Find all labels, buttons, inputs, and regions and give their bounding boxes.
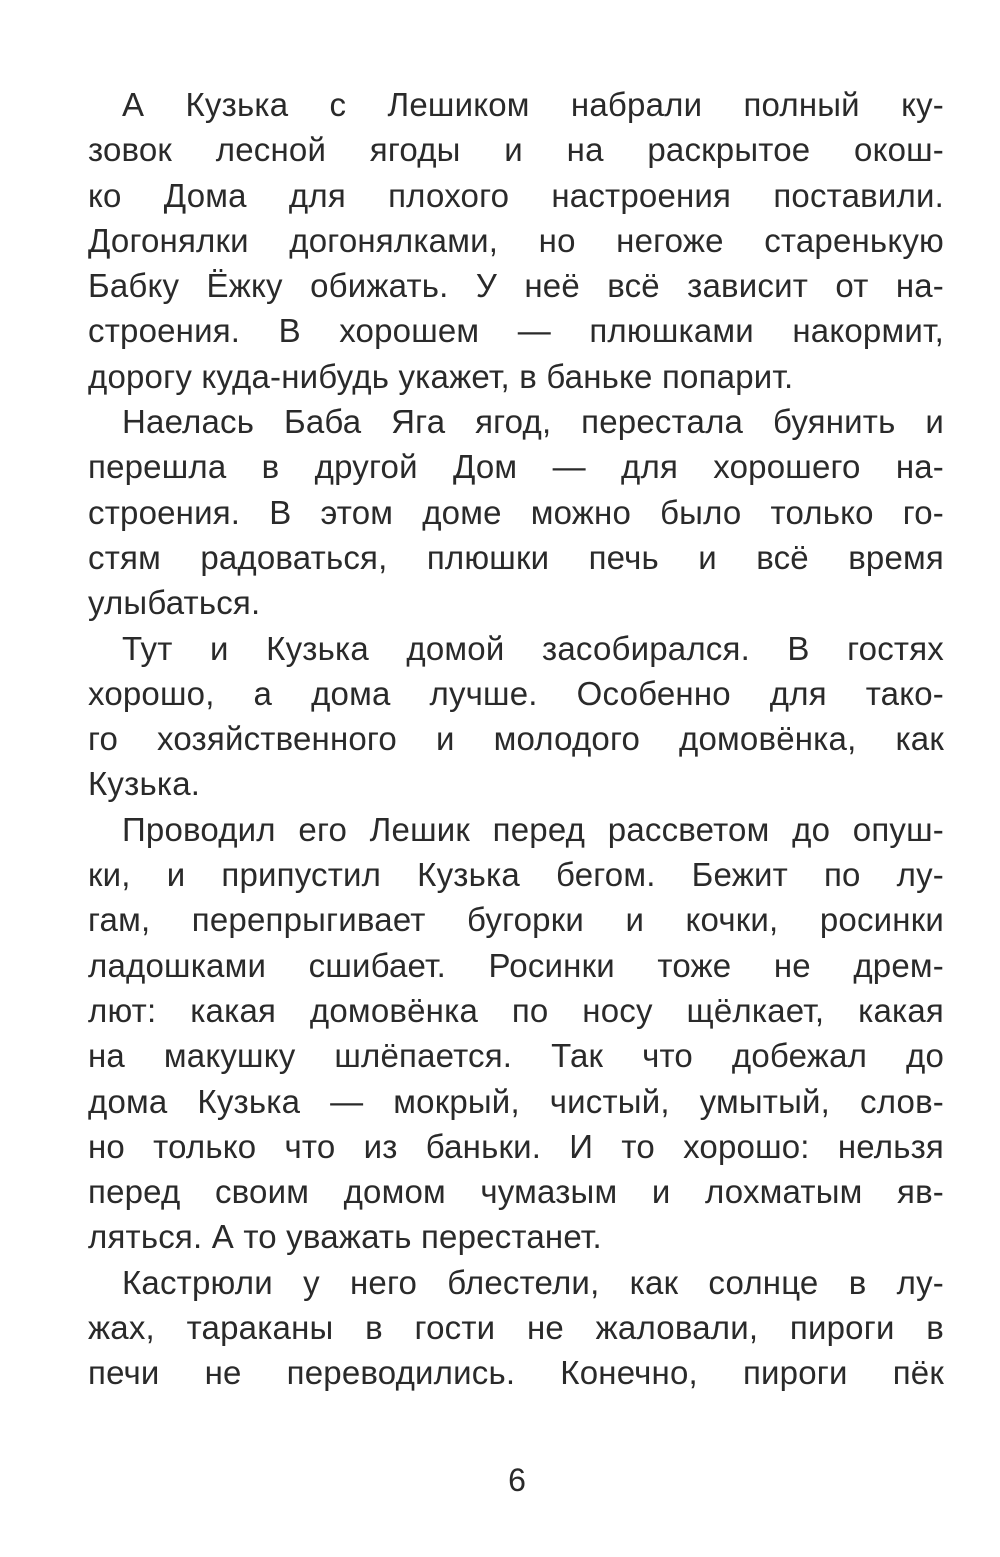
text-line: го хозяйственного и молодого домовёнка, как	[88, 720, 944, 758]
text-line: хорошо, а дома лучше. Особенно для тако-	[88, 674, 944, 712]
text-line: Кастрюли у него блестели, как солнце в лу-	[122, 1263, 944, 1301]
paragraph-4	[88, 807, 944, 1260]
text-line: ки, и припустил Кузька бегом. Бежит по лу-	[88, 856, 944, 894]
text-line: строения. В этом доме можно было только го-	[88, 493, 944, 531]
text-line: Догонялки догонялками, но негоже старенькую	[88, 221, 944, 259]
text-line: улыбаться.	[88, 584, 261, 622]
text-line: на макушку шлёпается. Так что добежал до	[88, 1037, 944, 1075]
text-line: печи не переводились. Конечно, пироги пёк	[88, 1354, 944, 1392]
text-line: Проводил его Лешик перед рассветом до опуш-	[122, 810, 944, 848]
text-line: лют: какая домовёнка по носу щёлкает, какая	[88, 991, 944, 1029]
text-line: перед своим домом чумазым и лохматым яв-	[88, 1173, 944, 1211]
text-line: зовок лесной ягоды и на раскрытое окош-	[88, 131, 944, 169]
text-line: дома Кузька — мокрый, чистый, умытый, слов-	[88, 1082, 944, 1120]
paragraph-1	[88, 82, 944, 399]
text-line: ляться. А то уважать перестанет.	[88, 1218, 602, 1256]
text-line: ко Дома для плохого настроения поставили.	[88, 176, 944, 214]
page-number: 6	[508, 1462, 526, 1498]
text-line: строения. В хорошем — плюшками накормит,	[88, 312, 944, 350]
text-line: Бабку Ёжку обижать. У неё всё зависит от на-	[88, 267, 944, 305]
text-line: перешла в другой Дом — для хорошего на-	[88, 448, 944, 486]
text-line: жах, тараканы в гости не жаловали, пироги в	[88, 1309, 944, 1347]
text-line: ладошками сшибает. Росинки тоже не дрем-	[88, 946, 944, 984]
text-line: Тут и Кузька домой засобирался. В гостях	[122, 629, 944, 667]
text-line: гам, перепрыгивает бугорки и кочки, росинки	[88, 901, 944, 939]
paragraph-3	[88, 626, 944, 807]
body-text	[88, 82, 944, 1396]
text-line: стям радоваться, плюшки печь и всё время	[88, 538, 944, 576]
paragraph-5	[88, 1260, 944, 1396]
text-line: дорогу куда-нибудь укажет, в баньке попарит.	[88, 357, 794, 395]
paragraph-2	[88, 399, 944, 625]
text-line: А Кузька с Лешиком набрали полный ку-	[122, 86, 944, 123]
text-line: Кузька.	[88, 765, 201, 803]
text-line: Наелась Баба Яга ягод, перестала буянить и	[122, 403, 944, 441]
text-line: но только что из баньки. И то хорошо: нельзя	[88, 1127, 944, 1165]
